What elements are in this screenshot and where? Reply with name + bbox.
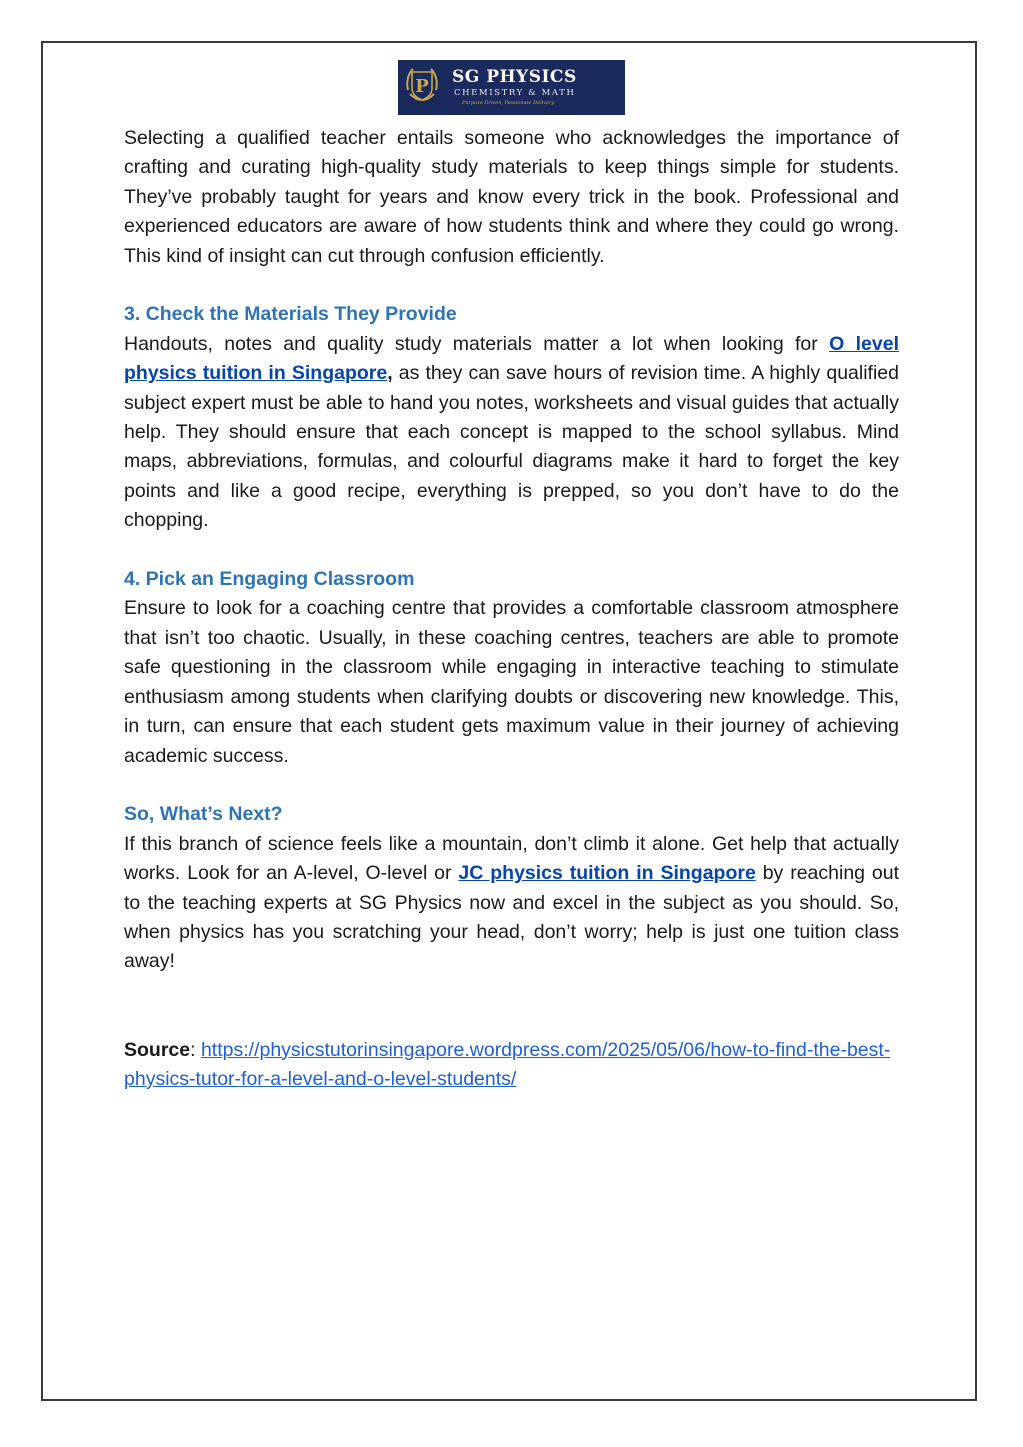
intro-paragraph: Selecting a qualified teacher entails someone who acknowledges the importance of crafting and curating high-quality study materials to keep things simple for students. They’ve probably taught for years and know every trick in the book. Professional and experienced educators are aware of how students think and where they could go wrong. This kind of insight can cut through confusion efficiently. [124,127,899,267]
whats-next-heading: So, What’s Next? [124,803,283,826]
section-4-paragraph: Ensure to look for a coaching centre that provides a comfortable classroom atmosphere that isn’t too chaotic. Usually, in these coaching centres, teachers are able to promote safe questioning in the classroom while engaging in interactive teaching to stimulate enthusiasm among students when clarifying doubts or discovering new knowledge. This, in turn, can ensure that each student gets maximum value in their journey of achieving academic success. [124,597,899,767]
whats-next-text-after: by reaching out to the teaching experts at SG Physics now and excel in the subject as you should. So, when physics has you scratching your head, don’t worry; help is just one tuition class away! [124,862,900,973]
source-label: Source [124,1038,191,1061]
whats-next-paragraph [124,830,899,977]
section-3-text-before: Handouts, notes and quality study materials matter a lot when looking for [124,332,830,355]
source-line [124,1036,899,1095]
section-3-heading: 3. Check the Materials They Provide [124,303,457,326]
o-level-physics-link[interactable]: O level physics tuition in Singapore [124,332,899,385]
logo-tagline: Purpose Driven, Passionate Delivery [462,100,555,106]
article-body [124,124,899,1094]
section-3-comma: , [387,362,393,385]
section-3-paragraph [124,330,899,536]
section-3-text-after: as they can save hours of revision time. A highly qualified subject expert must be able to hand you notes, worksheets and visual guides that actually help. They should ensure that each concept is mapped to the school syllabus. Mind maps, abbreviations, formulas, and colourful diagrams make it hard to forget the key points and like a good recipe, everything is prepped, so you don’t have to do the chopping. [124,362,899,532]
jc-physics-link[interactable]: JC physics tuition in Singapore [458,862,756,885]
source-separator: : [190,1038,201,1061]
sg-physics-logo [398,60,625,115]
crest-letter: P [415,76,429,97]
whats-next-text-before: If this branch of science feels like a mountain, don’t climb it alone. Get help that actually works. Look for an A-level, O-level or [124,832,899,885]
source-url-link[interactable]: https://physicstutorinsingapore.wordpress.com/2025/05/06/how-to-find-the-best-physics-tutor-for-a-level-and-o-level-students/ [124,1038,891,1090]
logo-subtitle: CHEMISTRY & MATH [454,88,576,98]
logo-title: SG PHYSICS [452,67,577,87]
section-4-heading: 4. Pick an Engaging Classroom [124,568,415,591]
crest-icon [398,60,444,115]
